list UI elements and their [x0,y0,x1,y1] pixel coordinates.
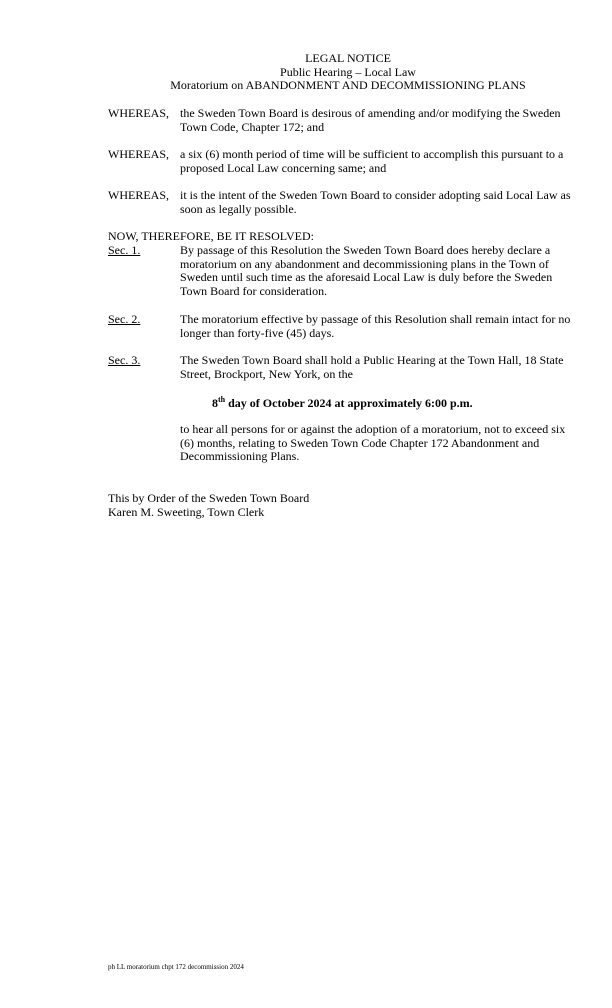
section-2 [108,313,574,340]
whereas-text: a six (6) month period of time will be sufficient to accomplish this pursuant to a proposed Local Law concerning same; and [180,147,564,175]
section-3 [108,354,574,381]
resolved-heading: NOW, THEREFORE, BE IT RESOLVED: [108,229,315,243]
whereas-clause-1 [108,107,574,134]
notice-topic: Moratorium on ABANDONMENT AND DECOMMISSIONING PLANS [170,78,526,93]
closing-order-line: This by Order of the Sweden Town Board [108,491,310,505]
section-label: Sec. 1. [108,243,141,257]
hearing-date [212,397,473,411]
section-label: Sec. 2. [108,312,141,326]
hearing-day: 8 [212,396,218,410]
section-label: Sec. 3. [108,353,141,367]
whereas-label: WHEREAS, [108,106,169,120]
document-footer: ph LL moratorium chpt 172 decommission 2024 [108,963,244,971]
whereas-text: it is the intent of the Sweden Town Board to consider adopting said Local Law as soon as legally possible. [180,188,571,216]
hearing-purpose: to hear all persons for or against the adoption of a moratorium, not to exceed six (6) months, relating to Sweden Town Code Chapter 172 Abandonment and Decommissioning Plans. [180,422,566,464]
closing-clerk-line: Karen M. Sweeting, Town Clerk [108,504,265,519]
section-text: The Sweden Town Board shall hold a Public Hearing at the Town Hall, 18 State Street, Brockport, New York, on the [180,353,564,381]
section-text: By passage of this Resolution the Sweden Town Board does hereby declare a moratorium on any abandonment and decommissioning plans in the Town of Sweden until such time as the aforesaid Local Law is duly before the Sweden Town Board for consideration. [180,243,553,298]
hearing-day-suffix: th [218,395,226,404]
section-1 [108,244,574,298]
hearing-date-rest: day of October 2024 at approximately 6:00 p.m. [225,396,473,410]
notice-header [0,52,612,93]
whereas-text: the Sweden Town Board is desirous of amending and/or modifying the Sweden Town Code, Chapter 172; and [180,106,561,134]
notice-subtitle: Public Hearing – Local Law [280,64,416,79]
notice-title: LEGAL NOTICE [305,51,391,65]
whereas-clause-3 [108,189,574,216]
whereas-label: WHEREAS, [108,188,169,202]
closing-signature [108,492,309,519]
section-text: The moratorium effective by passage of this Resolution shall remain intact for no longer than forty-five (45) days. [180,312,571,340]
whereas-clause-2 [108,148,574,175]
hearing-purpose-block [108,423,574,464]
whereas-label: WHEREAS, [108,147,169,161]
